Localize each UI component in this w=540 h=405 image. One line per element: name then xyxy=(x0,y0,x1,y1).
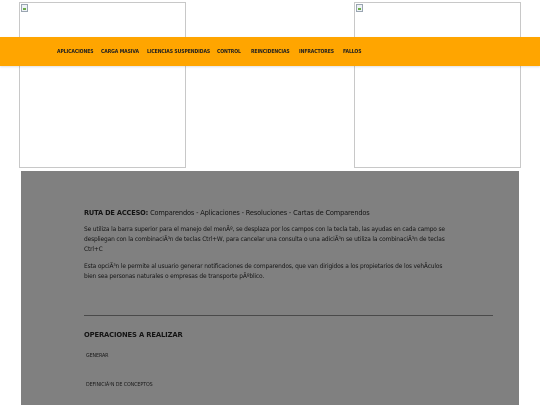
nav-item-control[interactable]: CONTROL xyxy=(217,48,241,55)
nav-item-fallos[interactable]: FALLOS xyxy=(343,48,362,55)
instructions-paragraph: Se utiliza la barra superior para el manejo del menÃº, se desplaza por los campos con la tecla tab, las ayudas en cada campo se despliegan con la combinaciÃ³n de teclas Ctrl+W, para cancelar una consulta o una adiciÃ³n se utiliza la combinaciÃ³n de teclas Ctrl+C xyxy=(84,227,445,253)
access-path xyxy=(84,208,456,218)
description-paragraph: Esta opciÃ³n le permite al usuario generar notificaciones de comparendos, que van dirigidos a los propietarios de los vehÃculos bien sea personas naturales o empresas de transporte pÃºblico. xyxy=(84,264,443,280)
operation-link-definicion-de-conceptos[interactable]: DEFINICIÃ³N DE CONCEPTOS xyxy=(86,383,153,388)
operations-heading: OPERACIONES A REALIZAR xyxy=(84,331,183,339)
nav-item-carga-masiva[interactable]: CARGA MASIVA xyxy=(101,48,139,55)
access-path-value: Comparendos - Aplicaciones - Resoluciones - Cartas de Comparendos xyxy=(148,209,370,217)
top-navigation-bar xyxy=(0,37,540,66)
broken-image-right xyxy=(354,2,521,168)
broken-image-icon xyxy=(356,4,363,12)
access-path-label: RUTA DE ACCESO: xyxy=(84,209,149,217)
broken-image-left xyxy=(19,2,186,168)
nav-item-infractores[interactable]: INFRACTORES xyxy=(299,48,334,55)
nav-item-licencias-suspendidas[interactable]: LICENCIAS SUSPENDIDAS xyxy=(147,48,211,55)
help-content-panel xyxy=(21,171,519,405)
nav-item-aplicaciones[interactable]: APLICACIONES xyxy=(57,48,94,55)
nav-item-reincidencias[interactable]: REINCIDENCIAS xyxy=(251,48,290,55)
broken-image-icon xyxy=(21,4,28,12)
section-divider xyxy=(84,315,493,316)
help-text-block xyxy=(84,208,456,282)
operation-link-generar[interactable]: GENERAR xyxy=(86,354,109,359)
